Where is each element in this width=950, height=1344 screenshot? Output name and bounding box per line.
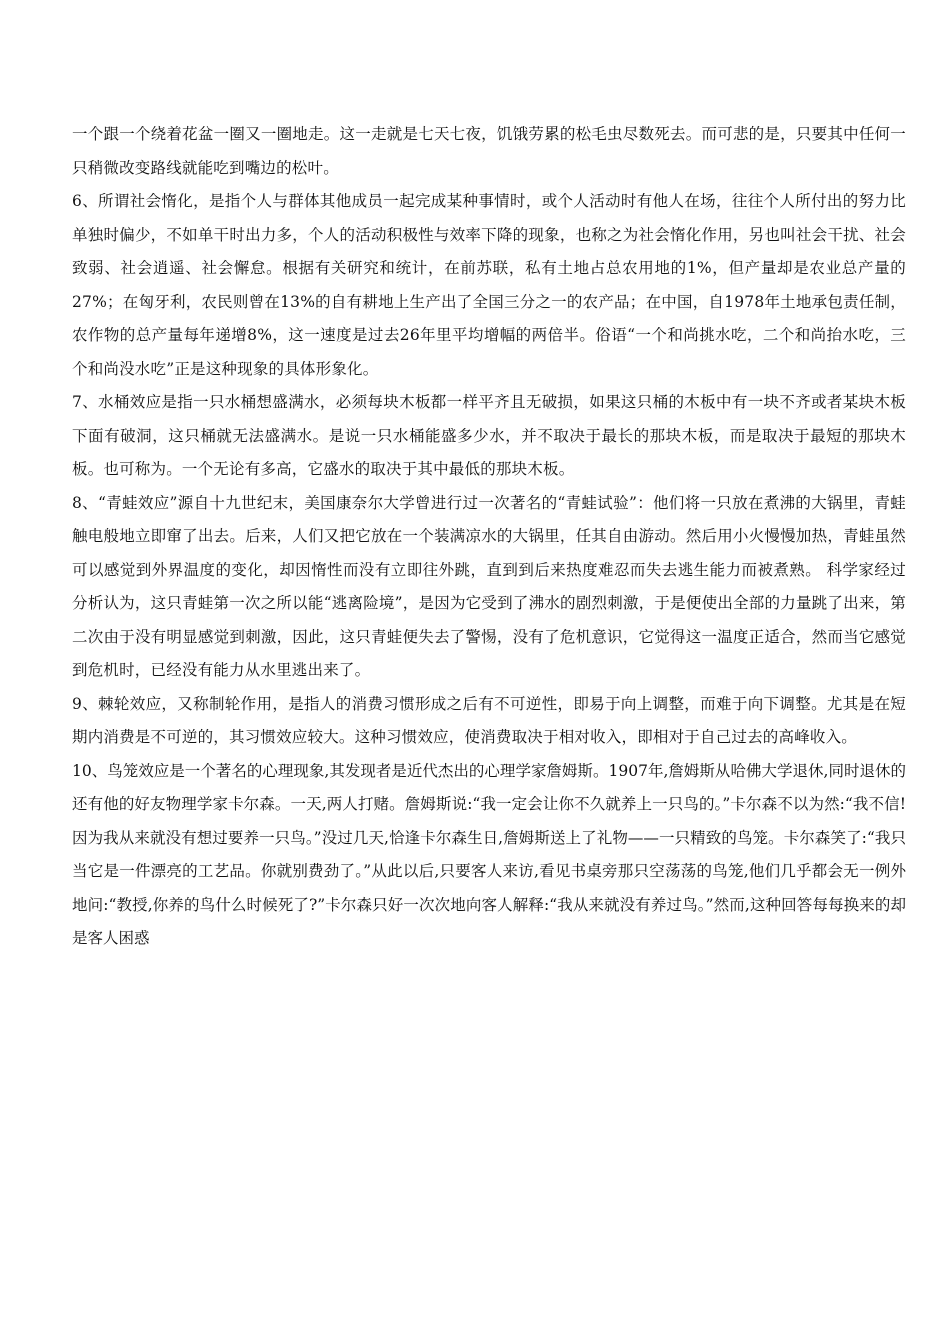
paragraph-social-loafing: 6、所谓社会惰化，是指个人与群体其他成员一起完成某种事情时，或个人活动时有他人在场，往往个人所付出的努力比单独时偏少，不如单干时出力多，个人的活动积极性与效率下降的现象，也称之为社会惰化作用，另也叫社会干扰、社会致弱、社会逍遥、社会懈怠。根据有关研究和统计，在前苏联，私有土地占总农用地的1%，但产量却是农业总产量的27%；在匈牙利，农民则曾在13%的自有耕地上生产出了全国三分之一的农产品；在中国，自1978年土地承包责任制，农作物的总产量每年递增8%，这一速度是过去26年里平均增幅的两倍半。俗语“一个和尚挑水吃，二个和尚抬水吃，三个和尚没水吃”正是这种现象的具体形象化。: [72, 192, 906, 378]
paragraph-bucket-effect: 7、水桶效应是指一只水桶想盛满水，必须每块木板都一样平齐且无破损，如果这只桶的木板中有一块不齐或者某块木板下面有破洞，这只桶就无法盛满水。是说一只水桶能盛多少水，并不取决于最长的那块木板，而是取决于最短的那块木板。也可称为。一个无论有多高，它盛水的取决于其中最低的那块木板。: [72, 393, 906, 478]
paragraph-ratchet-effect: 9、棘轮效应，又称制轮作用，是指人的消费习惯形成之后有不可逆性，即易于向上调整，而难于向下调整。尤其是在短期内消费是不可逆的，其习惯效应较大。这种习惯效应，使消费取决于相对收入，即相对于自己过去的高峰收入。: [72, 694, 906, 746]
paragraph-birdcage-effect: 10、鸟笼效应是一个著名的心理现象,其发现者是近代杰出的心理学家詹姆斯。1907年,詹姆斯从哈佛大学退休,同时退休的还有他的好友物理学家卡尔森。一天,两人打赌。詹姆斯说:“我一定会让你不久就养上一只鸟的。”卡尔森不以为然:“我不信!因为我从来就没有想过要养一只鸟。”没过几天,恰逢卡尔森生日,詹姆斯送上了礼物——一只精致的鸟笼。卡尔森笑了:“我只当它是一件漂亮的工艺品。你就别费劲了。”从此以后,只要客人来访,看见书桌旁那只空荡荡的鸟笼,他们几乎都会无一例外地问:“教授,你养的鸟什么时候死了?”卡尔森只好一次次地向客人解释:“我从来就没有养过鸟。”然而,这种回答每每换来的却是客人困惑: [72, 761, 906, 947]
document-page: [72, 118, 906, 956]
paragraph-pine-caterpillar: 一个跟一个绕着花盆一圈又一圈地走。这一走就是七天七夜，饥饿劳累的松毛虫尽数死去。而可悲的是，只要其中任何一只稍微改变路线就能吃到嘴边的松叶。: [72, 125, 906, 177]
paragraph-frog-effect: 8、“青蛙效应”源自十九世纪末，美国康奈尔大学曾进行过一次著名的“青蛙试验”：他们将一只放在煮沸的大锅里，青蛙触电般地立即窜了出去。后来，人们又把它放在一个装满凉水的大锅里，任其自由游动。然后用小火慢慢加热，青蛙虽然可以感觉到外界温度的变化，却因惰性而没有立即往外跳，直到到后来热度难忍而失去逃生能力而被煮熟。 科学家经过分析认为，这只青蛙第一次之所以能“逃离险境”，是因为它受到了沸水的剧烈刺激，于是便使出全部的力量跳了出来，第二次由于没有明显感觉到刺激，因此，这只青蛙便失去了警惕，没有了危机意识，它觉得这一温度正适合，然而当它感觉到危机时，已经没有能力从水里逃出来了。: [72, 493, 906, 679]
